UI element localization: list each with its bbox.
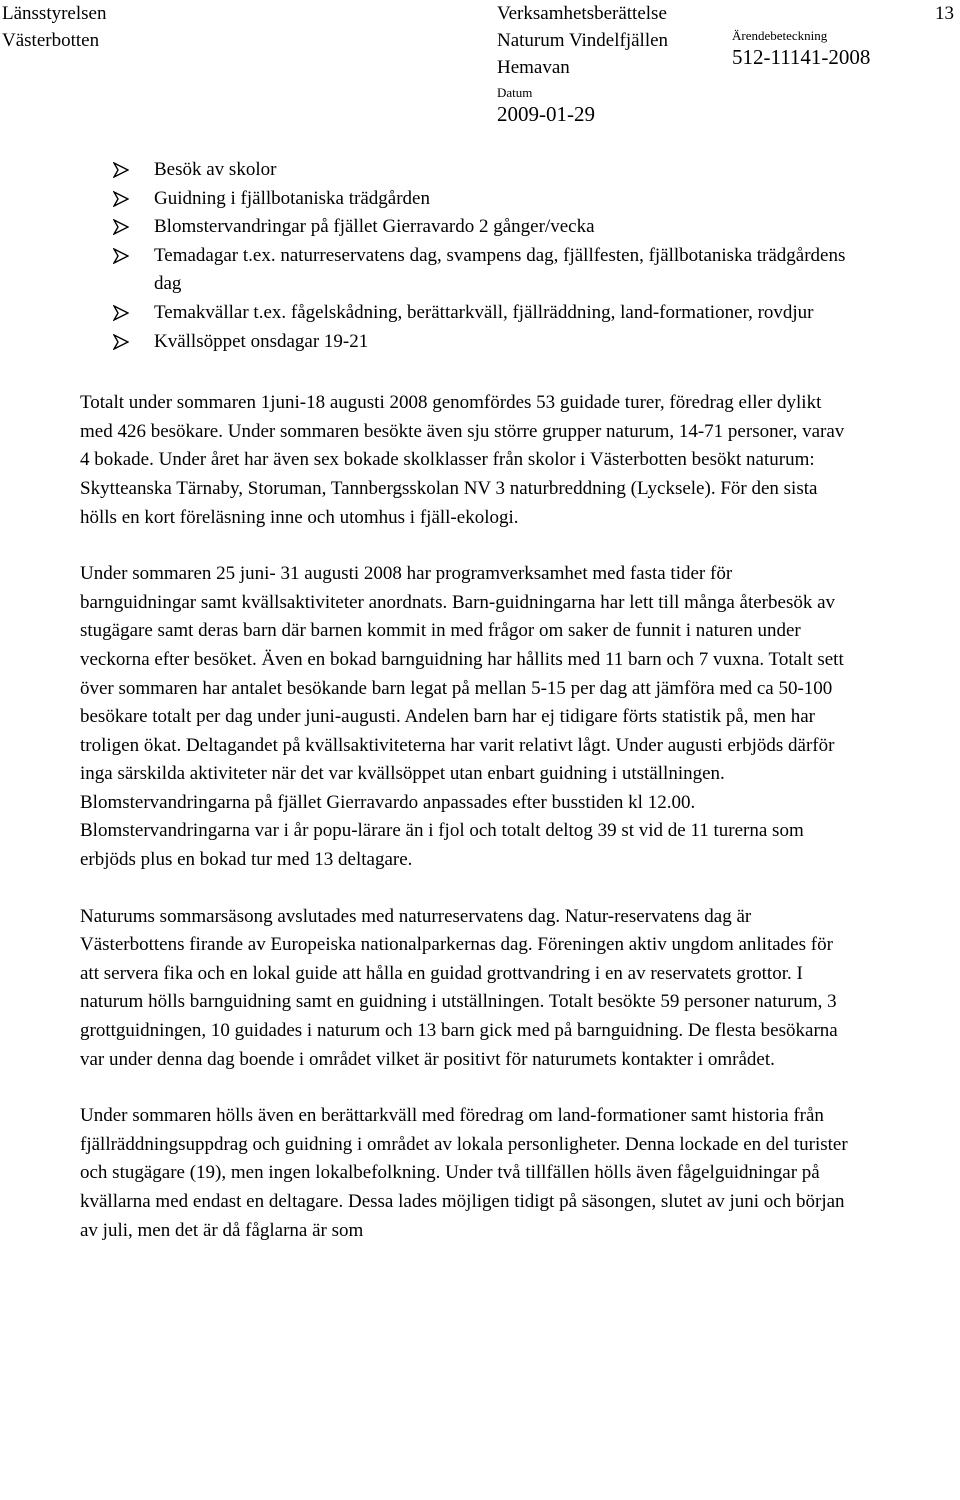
date-label: Datum — [497, 85, 533, 100]
paragraph-summer-statistics: Totalt under sommaren 1juni-18 augusti 2008 genomfördes 53 guidade turer, föredrag eller dylikt med 426 besökare. Under sommaren besökte även sju större grupper naturum, 14-71 personer, varav 4 bokade. Under året har även sex bokade skolklasser från skolor i Västerbotten besökt naturum: Skytteanska Tärnaby, Storuman, Tannbergsskolan NV 3 naturbreddning (Lycksele). För den sista hölls en kort föreläsning inne och utomhus i fjäll-ekologi. — [80, 392, 845, 528]
arrow-bullet-icon — [113, 191, 129, 207]
document-location: Hemavan — [497, 57, 570, 78]
paragraph-reserve-day: Naturums sommarsäsong avslutades med naturreservatens dag. Natur-reservatens dag är Västerbottens firande av Europeiska nationalparkernas dag. Föreningen aktiv ungdom anlitades för att servera fika och en lokal guide att hålla en guidad grottvandring i en av reservatets grottor. I naturum hölls barnguidning samt en guidning i utställningen. Totalt besökte 59 personer naturum, 3 grottguidningen, 10 guidades i naturum och 13 barn gick med på barnguidning. De flesta besökarna var under denna dag boende i området vilket är positivt för naturumets kontakter i området. — [80, 905, 838, 1070]
list-item — [80, 156, 850, 185]
header-organization — [2, 0, 106, 54]
document-body — [80, 156, 850, 1245]
document-subject: Naturum Vindelfjällen — [497, 30, 669, 51]
list-item-text: Temadagar t.ex. naturreservatens dag, svampens dag, fjällfesten, fjällbotaniska trädgårdens dag — [154, 244, 846, 295]
list-item-text: Guidning i fjällbotaniska trädgården — [154, 187, 430, 209]
header-document-info — [497, 0, 668, 128]
list-item — [80, 328, 850, 357]
list-item — [80, 185, 850, 214]
paragraph-program-activities: Under sommaren 25 juni- 31 augusti 2008 har programverksamhet med fasta tider för barnguidningar samt kvällsaktiviteter anordnats. Barn-guidningarna har lett till många återbesök av stugägare samt deras barn där barnen kommit in med frågor om saker de funnit i naturen under veckorna efter besöket. Även en bokad barnguidning har hållits med 11 barn och 7 vuxna. Totalt sett över sommaren har antalet besökande barn legat på mellan 5-15 per dag att jämföra med ca 50-100 besökare totalt per dag under juni-augusti. Andelen barn har ej tidigare förts statistik på, men har troligen ökat. Deltagandet på kvällsaktiviteterna har varit relativt lågt. Under augusti erbjöds därför inga särskilda aktiviteter när det var kvällsöppet utan enbart guidning i utställningen. Blomstervandringarna på fjället Gierravardo anpassades efter busstiden kl 12.00. Blomstervandringarna var i år popu-lärare än i fjol och totalt deltog 39 st vid de 11 turerna som erbjöds plus en bokad tur med 13 deltagare. — [80, 563, 844, 871]
list-item — [80, 213, 850, 242]
arrow-bullet-icon — [113, 305, 129, 321]
activity-list — [80, 156, 850, 356]
list-item-text: Temakvällar t.ex. fågelskådning, berättarkväll, fjällräddning, land-formationer, rovdjur — [154, 301, 814, 323]
date-value: 2009-01-29 — [497, 102, 595, 126]
list-item-text: Besök av skolor — [154, 159, 277, 180]
case-number: 512-11141-2008 — [732, 45, 871, 69]
list-item-text: Blomstervandringar på fjället Gierravardo 2 gånger/vecka — [154, 216, 595, 238]
org-region: Västerbotten — [2, 30, 100, 51]
document-type: Verksamhetsberättelse — [497, 3, 667, 24]
page-number: 13 — [935, 3, 954, 24]
paragraph-storytelling-evening: Under sommaren hölls även en berättarkväll med föredrag om land-formationer samt historia från fjällräddningsuppdrag och guidning i området av lokala personligheter. Denna lockade en del turister och stugägare (19), men ingen lokalbefolkning. Under två tillfällen hölls även fågelguidningar på kvällarna med endast en deltagare. Dessa lades möjligen tidigt på säsongen, slutet av juni och början av juli, men det är då fåglarna är som — [80, 1105, 848, 1241]
list-item-text: Kvällsöppet onsdagar 19-21 — [154, 330, 369, 352]
list-item — [80, 299, 850, 328]
org-name: Länsstyrelsen — [2, 3, 107, 24]
list-item — [80, 242, 850, 299]
arrow-bullet-icon — [113, 334, 129, 350]
case-label: Ärendebeteckning — [732, 28, 828, 43]
header-case — [732, 0, 870, 71]
arrow-bullet-icon — [113, 248, 129, 264]
arrow-bullet-icon — [113, 162, 129, 178]
arrow-bullet-icon — [113, 219, 129, 235]
